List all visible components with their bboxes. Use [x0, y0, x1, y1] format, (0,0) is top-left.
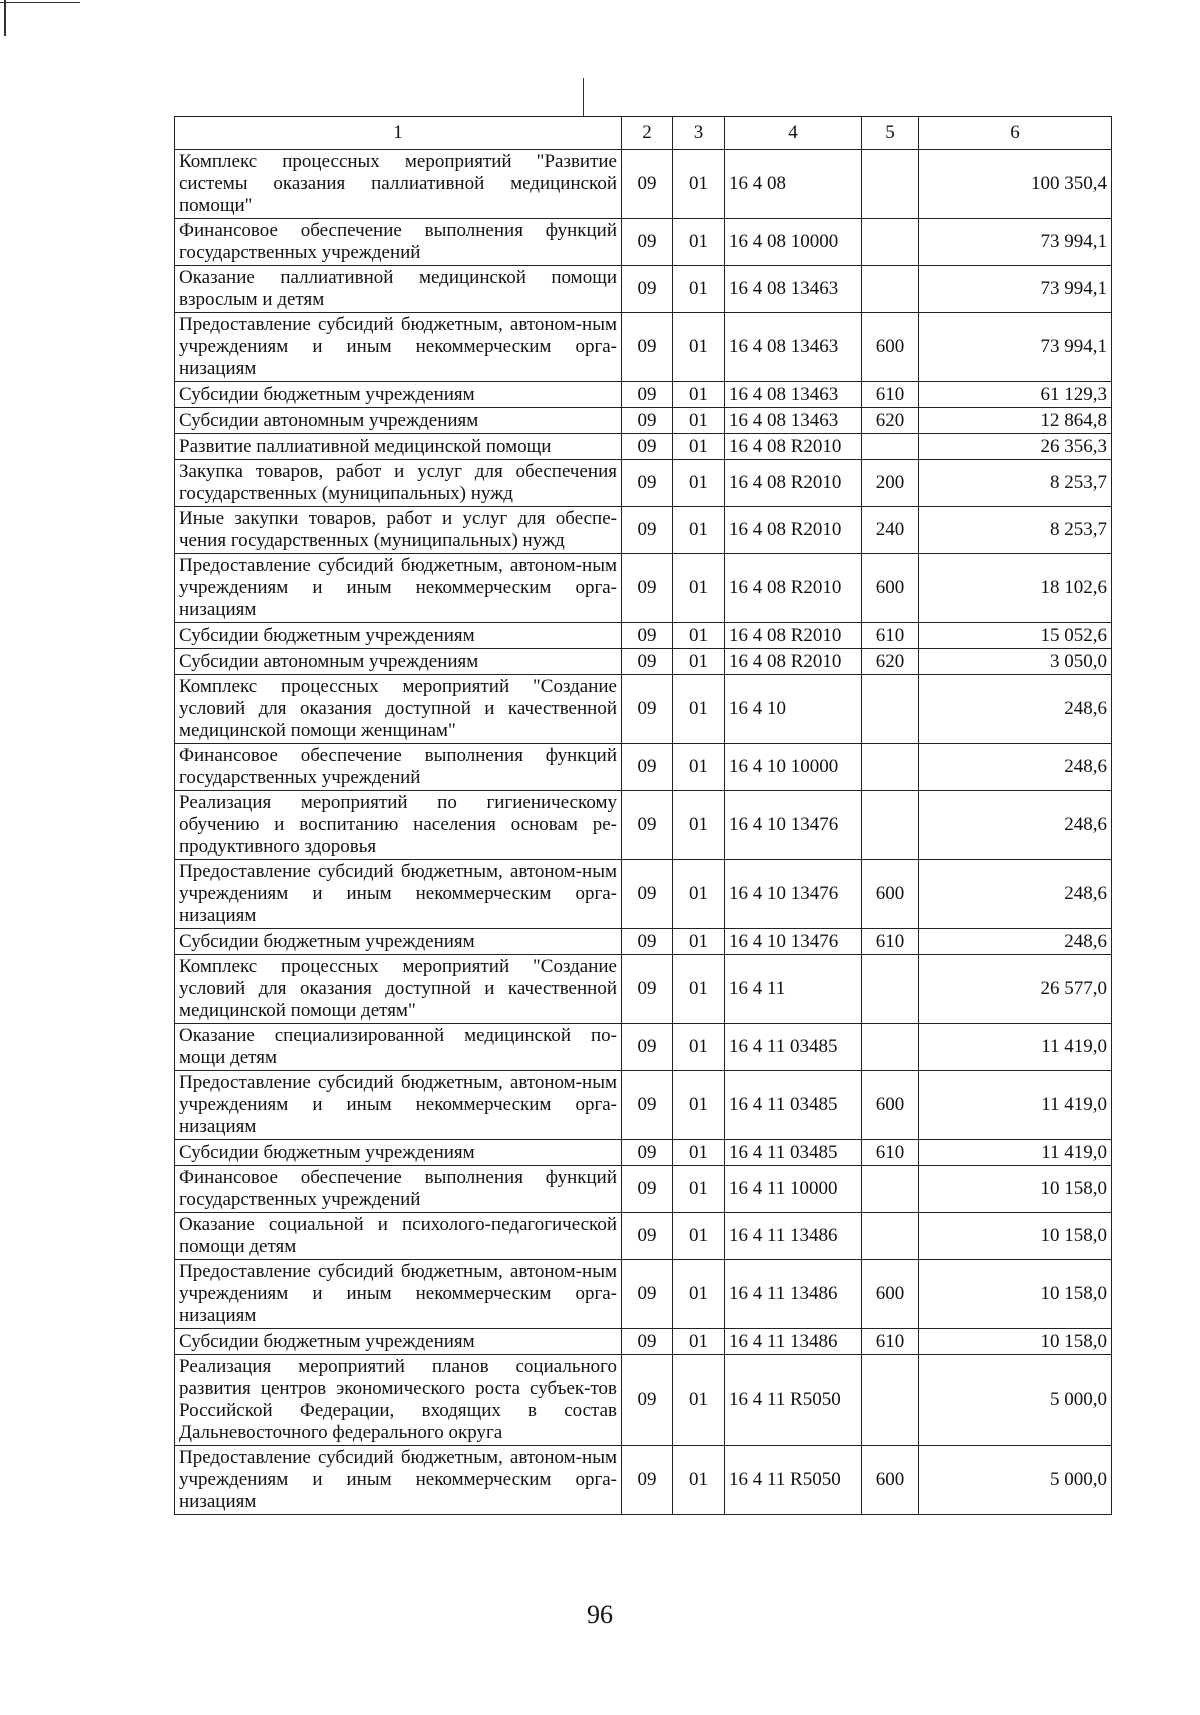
row-name-cell: Оказание паллиативной медицинской помощи взрослым и детям	[175, 266, 622, 313]
scan-top-line	[0, 2, 80, 3]
scan-center-tick	[583, 78, 584, 116]
row-target-code-cell: 16 4 10 10000	[725, 744, 862, 791]
table-row	[175, 150, 1112, 219]
row-expense-type-cell	[862, 675, 919, 744]
row-subsection-cell: 01	[673, 408, 725, 434]
row-subsection-cell: 01	[673, 1071, 725, 1140]
row-amount-cell: 10 158,0	[919, 1166, 1112, 1213]
table-row	[175, 929, 1112, 955]
row-name-cell: Субсидии бюджетным учреждениям	[175, 929, 622, 955]
table-row	[175, 744, 1112, 791]
row-amount-cell: 5 000,0	[919, 1355, 1112, 1446]
row-target-code-cell: 16 4 08 R2010	[725, 623, 862, 649]
row-section-cell: 09	[622, 1140, 673, 1166]
column-header: 3	[673, 117, 725, 150]
row-name-cell: Закупка товаров, работ и услуг для обеспечения государственных (муниципальных) нужд	[175, 460, 622, 507]
row-target-code-cell: 16 4 11 13486	[725, 1329, 862, 1355]
table-row	[175, 1446, 1112, 1515]
row-amount-cell: 248,6	[919, 860, 1112, 929]
row-name-cell: Предоставление субсидий бюджетным, автоном-ным учреждениям и иным некоммерческим орга-низациям	[175, 1071, 622, 1140]
row-expense-type-cell: 600	[862, 860, 919, 929]
row-subsection-cell: 01	[673, 1166, 725, 1213]
row-name-cell: Реализация мероприятий планов социального развития центров экономического роста субъек-тов Российской Федерации, входящих в состав Дальневосточного федерального округа	[175, 1355, 622, 1446]
row-subsection-cell: 01	[673, 623, 725, 649]
row-name-cell: Иные закупки товаров, работ и услуг для обеспе-чения государственных (муниципальных) нужд	[175, 507, 622, 554]
table-row	[175, 1260, 1112, 1329]
row-expense-type-cell: 620	[862, 649, 919, 675]
row-amount-cell: 73 994,1	[919, 266, 1112, 313]
row-expense-type-cell	[862, 1024, 919, 1071]
row-subsection-cell: 01	[673, 1260, 725, 1329]
row-name-cell: Предоставление субсидий бюджетным, автоном-ным учреждениям и иным некоммерческим орга-низациям	[175, 554, 622, 623]
row-target-code-cell: 16 4 11 13486	[725, 1260, 862, 1329]
row-subsection-cell: 01	[673, 955, 725, 1024]
row-name-cell: Комплекс процессных мероприятий "Развитие системы оказания паллиативной медицинской помощи"	[175, 150, 622, 219]
row-section-cell: 09	[622, 1024, 673, 1071]
table-row	[175, 1355, 1112, 1446]
row-subsection-cell: 01	[673, 744, 725, 791]
row-expense-type-cell	[862, 219, 919, 266]
row-section-cell: 09	[622, 507, 673, 554]
row-subsection-cell: 01	[673, 1355, 725, 1446]
row-target-code-cell: 16 4 08 R2010	[725, 460, 862, 507]
row-amount-cell: 15 052,6	[919, 623, 1112, 649]
row-expense-type-cell: 610	[862, 1140, 919, 1166]
row-expense-type-cell: 610	[862, 623, 919, 649]
row-name-cell: Финансовое обеспечение выполнения функций государственных учреждений	[175, 219, 622, 266]
row-expense-type-cell: 620	[862, 408, 919, 434]
row-expense-type-cell: 600	[862, 1446, 919, 1515]
row-target-code-cell: 16 4 08 R2010	[725, 434, 862, 460]
row-amount-cell: 248,6	[919, 791, 1112, 860]
row-amount-cell: 3 050,0	[919, 649, 1112, 675]
table-row	[175, 1140, 1112, 1166]
row-amount-cell: 100 350,4	[919, 150, 1112, 219]
row-amount-cell: 11 419,0	[919, 1024, 1112, 1071]
row-name-cell: Субсидии автономным учреждениям	[175, 649, 622, 675]
row-amount-cell: 8 253,7	[919, 460, 1112, 507]
row-name-cell: Предоставление субсидий бюджетным, автоном-ным учреждениям и иным некоммерческим орга-низациям	[175, 1260, 622, 1329]
row-section-cell: 09	[622, 1446, 673, 1515]
row-name-cell: Субсидии бюджетным учреждениям	[175, 1140, 622, 1166]
row-name-cell: Реализация мероприятий по гигиеническому обучению и воспитанию населения основам ре-продуктивного здоровья	[175, 791, 622, 860]
row-name-cell: Финансовое обеспечение выполнения функций государственных учреждений	[175, 744, 622, 791]
row-expense-type-cell	[862, 150, 919, 219]
row-target-code-cell: 16 4 08	[725, 150, 862, 219]
row-name-cell: Предоставление субсидий бюджетным, автоном-ным учреждениям и иным некоммерческим орга-низациям	[175, 313, 622, 382]
column-header: 2	[622, 117, 673, 150]
row-subsection-cell: 01	[673, 1213, 725, 1260]
row-expense-type-cell: 600	[862, 1260, 919, 1329]
row-target-code-cell: 16 4 11 R5050	[725, 1355, 862, 1446]
row-section-cell: 09	[622, 434, 673, 460]
column-header: 4	[725, 117, 862, 150]
row-name-cell: Оказание специализированной медицинской по-мощи детям	[175, 1024, 622, 1071]
row-amount-cell: 248,6	[919, 675, 1112, 744]
row-target-code-cell: 16 4 10 13476	[725, 860, 862, 929]
table-row	[175, 266, 1112, 313]
column-header: 5	[862, 117, 919, 150]
row-amount-cell: 248,6	[919, 744, 1112, 791]
row-section-cell: 09	[622, 313, 673, 382]
row-subsection-cell: 01	[673, 1329, 725, 1355]
row-expense-type-cell	[862, 955, 919, 1024]
row-name-cell: Оказание социальной и психолого-педагогической помощи детям	[175, 1213, 622, 1260]
table-row	[175, 860, 1112, 929]
column-header: 1	[175, 117, 622, 150]
row-subsection-cell: 01	[673, 313, 725, 382]
row-subsection-cell: 01	[673, 382, 725, 408]
row-subsection-cell: 01	[673, 554, 725, 623]
row-subsection-cell: 01	[673, 266, 725, 313]
table-row	[175, 219, 1112, 266]
row-section-cell: 09	[622, 955, 673, 1024]
budget-table	[174, 116, 1112, 1515]
table-row	[175, 460, 1112, 507]
row-expense-type-cell	[862, 1213, 919, 1260]
row-target-code-cell: 16 4 08 13463	[725, 382, 862, 408]
row-target-code-cell: 16 4 10 13476	[725, 929, 862, 955]
row-subsection-cell: 01	[673, 150, 725, 219]
row-target-code-cell: 16 4 11 03485	[725, 1071, 862, 1140]
table-row	[175, 1166, 1112, 1213]
row-name-cell: Предоставление субсидий бюджетным, автоном-ным учреждениям и иным некоммерческим орга-низациям	[175, 860, 622, 929]
row-expense-type-cell: 610	[862, 382, 919, 408]
row-amount-cell: 8 253,7	[919, 507, 1112, 554]
row-section-cell: 09	[622, 860, 673, 929]
row-expense-type-cell: 610	[862, 1329, 919, 1355]
row-subsection-cell: 01	[673, 434, 725, 460]
row-section-cell: 09	[622, 623, 673, 649]
row-amount-cell: 10 158,0	[919, 1213, 1112, 1260]
row-amount-cell: 11 419,0	[919, 1140, 1112, 1166]
table-row	[175, 554, 1112, 623]
row-amount-cell: 26 356,3	[919, 434, 1112, 460]
row-expense-type-cell: 610	[862, 929, 919, 955]
row-amount-cell: 11 419,0	[919, 1071, 1112, 1140]
row-amount-cell: 248,6	[919, 929, 1112, 955]
row-target-code-cell: 16 4 08 13463	[725, 408, 862, 434]
row-amount-cell: 10 158,0	[919, 1260, 1112, 1329]
table-row	[175, 1213, 1112, 1260]
row-target-code-cell: 16 4 11 10000	[725, 1166, 862, 1213]
table-row	[175, 1071, 1112, 1140]
row-subsection-cell: 01	[673, 1446, 725, 1515]
row-subsection-cell: 01	[673, 507, 725, 554]
row-section-cell: 09	[622, 675, 673, 744]
row-amount-cell: 26 577,0	[919, 955, 1112, 1024]
row-target-code-cell: 16 4 08 R2010	[725, 649, 862, 675]
row-expense-type-cell	[862, 744, 919, 791]
row-amount-cell: 18 102,6	[919, 554, 1112, 623]
row-target-code-cell: 16 4 11 13486	[725, 1213, 862, 1260]
row-expense-type-cell	[862, 791, 919, 860]
row-subsection-cell: 01	[673, 929, 725, 955]
table-row	[175, 791, 1112, 860]
table-row	[175, 382, 1112, 408]
row-subsection-cell: 01	[673, 1140, 725, 1166]
row-target-code-cell: 16 4 11 R5050	[725, 1446, 862, 1515]
row-name-cell: Комплекс процессных мероприятий "Создание условий для оказания доступной и качественной медицинской помощи женщинам"	[175, 675, 622, 744]
row-name-cell: Финансовое обеспечение выполнения функций государственных учреждений	[175, 1166, 622, 1213]
table-row	[175, 675, 1112, 744]
row-expense-type-cell: 200	[862, 460, 919, 507]
row-expense-type-cell: 600	[862, 313, 919, 382]
row-amount-cell: 61 129,3	[919, 382, 1112, 408]
row-section-cell: 09	[622, 266, 673, 313]
row-section-cell: 09	[622, 382, 673, 408]
row-name-cell: Комплекс процессных мероприятий "Создание условий для оказания доступной и качественной медицинской помощи детям"	[175, 955, 622, 1024]
row-expense-type-cell	[862, 434, 919, 460]
row-expense-type-cell	[862, 266, 919, 313]
row-expense-type-cell: 600	[862, 1071, 919, 1140]
row-amount-cell: 73 994,1	[919, 219, 1112, 266]
row-section-cell: 09	[622, 1260, 673, 1329]
row-subsection-cell: 01	[673, 675, 725, 744]
row-subsection-cell: 01	[673, 649, 725, 675]
row-target-code-cell: 16 4 10	[725, 675, 862, 744]
row-name-cell: Субсидии бюджетным учреждениям	[175, 623, 622, 649]
table-header-row	[175, 117, 1112, 150]
row-name-cell: Субсидии бюджетным учреждениям	[175, 1329, 622, 1355]
row-section-cell: 09	[622, 1071, 673, 1140]
row-name-cell: Субсидии автономным учреждениям	[175, 408, 622, 434]
row-amount-cell: 12 864,8	[919, 408, 1112, 434]
row-expense-type-cell	[862, 1166, 919, 1213]
row-section-cell: 09	[622, 408, 673, 434]
row-name-cell: Субсидии бюджетным учреждениям	[175, 382, 622, 408]
table-row	[175, 507, 1112, 554]
row-amount-cell: 73 994,1	[919, 313, 1112, 382]
row-subsection-cell: 01	[673, 1024, 725, 1071]
table-row	[175, 1329, 1112, 1355]
row-target-code-cell: 16 4 10 13476	[725, 791, 862, 860]
scan-edge-line	[4, 0, 6, 36]
row-expense-type-cell: 240	[862, 507, 919, 554]
row-section-cell: 09	[622, 150, 673, 219]
table-row	[175, 313, 1112, 382]
table-row	[175, 955, 1112, 1024]
row-expense-type-cell: 600	[862, 554, 919, 623]
row-target-code-cell: 16 4 11 03485	[725, 1140, 862, 1166]
row-section-cell: 09	[622, 649, 673, 675]
page-number: 96	[587, 1600, 613, 1629]
row-section-cell: 09	[622, 460, 673, 507]
row-target-code-cell: 16 4 08 13463	[725, 313, 862, 382]
row-target-code-cell: 16 4 08 R2010	[725, 507, 862, 554]
row-target-code-cell: 16 4 08 10000	[725, 219, 862, 266]
row-subsection-cell: 01	[673, 219, 725, 266]
row-section-cell: 09	[622, 1213, 673, 1260]
row-name-cell: Развитие паллиативной медицинской помощи	[175, 434, 622, 460]
row-name-cell: Предоставление субсидий бюджетным, автоном-ным учреждениям и иным некоммерческим орга-низациям	[175, 1446, 622, 1515]
table-row	[175, 1024, 1112, 1071]
row-section-cell: 09	[622, 1329, 673, 1355]
row-amount-cell: 5 000,0	[919, 1446, 1112, 1515]
row-target-code-cell: 16 4 08 R2010	[725, 554, 862, 623]
row-amount-cell: 10 158,0	[919, 1329, 1112, 1355]
row-target-code-cell: 16 4 11 03485	[725, 1024, 862, 1071]
row-section-cell: 09	[622, 1166, 673, 1213]
table-row	[175, 649, 1112, 675]
row-section-cell: 09	[622, 1355, 673, 1446]
row-section-cell: 09	[622, 744, 673, 791]
row-target-code-cell: 16 4 11	[725, 955, 862, 1024]
row-subsection-cell: 01	[673, 860, 725, 929]
table-row	[175, 434, 1112, 460]
table-row	[175, 623, 1112, 649]
row-section-cell: 09	[622, 554, 673, 623]
row-subsection-cell: 01	[673, 791, 725, 860]
row-section-cell: 09	[622, 929, 673, 955]
row-section-cell: 09	[622, 219, 673, 266]
table-row	[175, 408, 1112, 434]
row-section-cell: 09	[622, 791, 673, 860]
row-target-code-cell: 16 4 08 13463	[725, 266, 862, 313]
column-header: 6	[919, 117, 1112, 150]
row-expense-type-cell	[862, 1355, 919, 1446]
row-subsection-cell: 01	[673, 460, 725, 507]
